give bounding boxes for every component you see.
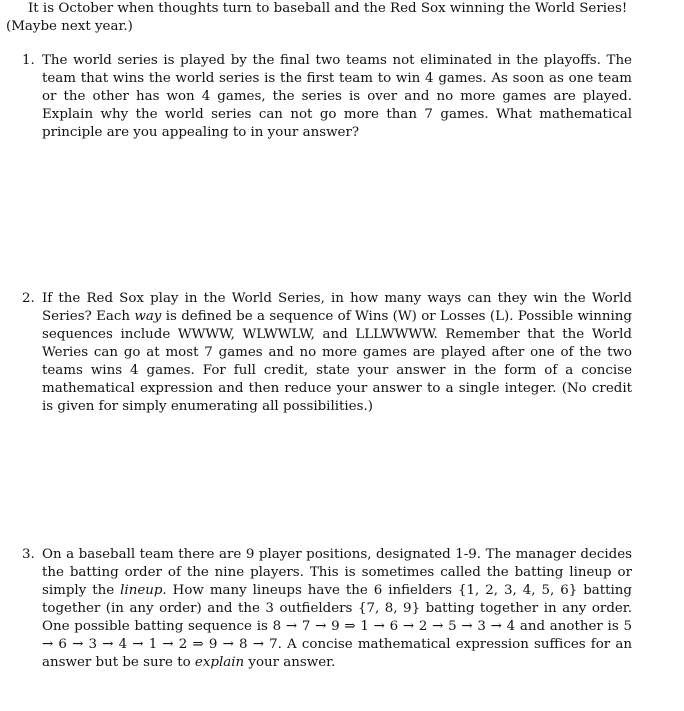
- problem-2-text-part-a: If the Red Sox play in the World Series, in how many ways can they win the World Series? Each: [42, 291, 632, 324]
- problem-1-number: 1.: [22, 53, 35, 68]
- problem-3-text-part-a: On a baseball team there are 9 player positions, designated 1-9. The manager decides the batting order of the nine players. This is sometimes called the batting lineup or simply the: [42, 547, 632, 598]
- problem-1: [22, 52, 632, 142]
- problem-2-emphasis-way: way: [134, 309, 162, 324]
- problem-3: [22, 546, 632, 672]
- problem-2-text: [42, 290, 632, 416]
- problem-3-emphasis-explain: explain: [194, 655, 245, 670]
- intro-paragraph: It is October when thoughts turn to baseball and the Red Sox winning the World Series! (Maybe next year.): [6, 1, 628, 34]
- problem-2-text-part-b: is defined be a sequence of Wins (W) or Losses (L). Possible winning sequences include WWWW, WLWWLW, and LLLWWWW. Remember that the World Weries can go at most 7 games and no more games are played after one of the two teams wins 4 games. For full credit, state your answer in the form of a concise mathematical expression and then reduce your answer to a single integer. (No credit is given for simply enumerating all possibilities.): [42, 309, 632, 414]
- problem-3-text-part-c: your answer.: [244, 655, 336, 670]
- problem-3-text: [42, 546, 632, 672]
- problem-3-emphasis-lineup: lineup.: [120, 583, 167, 598]
- problem-1-text: The world series is played by the final two teams not eliminated in the playoffs. The team that wins the world series is the first team to win 4 games. As soon as one team or the other has won 4 games, the series is over and no more games are played. Explain why the world series can not go more than 7 games. What mathematical principle are you appealing to in your answer?: [42, 53, 632, 140]
- problem-3-text-part-b: How many lineups have the 6 infielders {1, 2, 3, 4, 5, 6} batting together (in any order) and the 3 outfielders {7, 8, 9} batting together in any order. One possible batting sequence is 8 → 7 → 9 ⇒ 1 → 6 → 2 → 5 → 3 → 4 and another is 5 → 6 → 3 → 4 → 1 → 2 ⇒ 9 → 8 → 7. A concise mathematical expression suffices for an answer but be sure to: [42, 583, 632, 670]
- problem-3-number: 3.: [22, 547, 35, 562]
- problem-2: [22, 290, 632, 416]
- problem-2-number: 2.: [22, 291, 35, 306]
